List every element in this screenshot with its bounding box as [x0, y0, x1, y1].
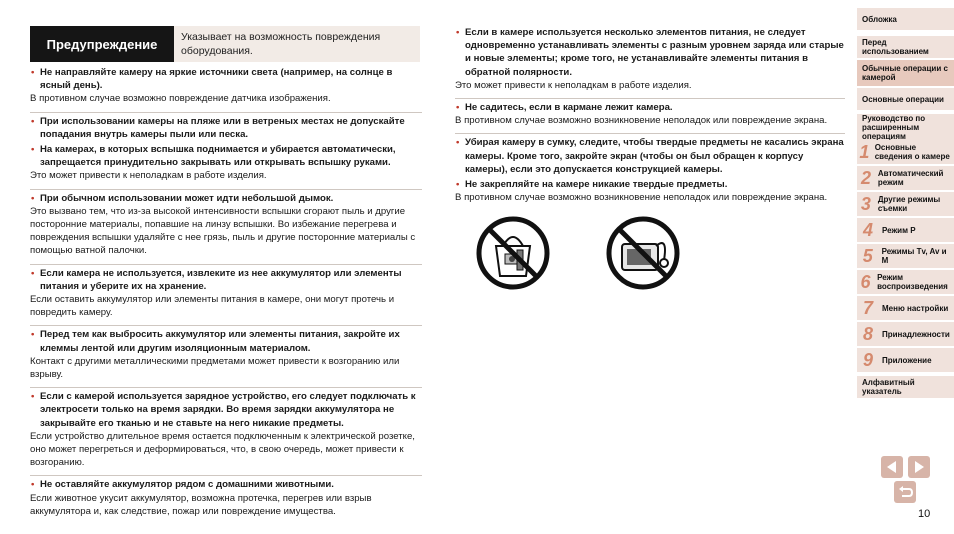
page-number: 10 — [918, 508, 931, 520]
caution-heading: • Если камера не используется, извлеките из нее аккумулятор или элементы питания и уберите их на хранение. — [30, 267, 422, 293]
caution-text: Если устройство длительное время остается подключенным к электрической розетке, оно может перегреться и деформироваться, что, в свою очередь, может привести к возгоранию. — [30, 430, 415, 469]
chapter-label: Основные сведения о камере — [874, 143, 950, 161]
chapter-number: 1 — [859, 141, 870, 162]
caution-text: В противном случае возможно повреждение датчика изображения. — [30, 93, 331, 105]
caution-heading: • Не садитесь, если в кармане лежит камера. — [455, 101, 845, 114]
caution-heading: • Если в камере используется несколько элементов питания, не следует одновременно устанавливать элементы с разным уровнем заряда или старые и новые элементы; кроме того, не устанавливайте элементы питания в обратной полярности. — [455, 26, 845, 79]
caution-heading: • Если с камерой используется зарядное устройство, его следует подключать к электросети только на время зарядки. Во время зарядки аккумулятора не закрывайте его тканью и не ставьте на него никакие предметы. — [30, 390, 422, 430]
caution-text: Если оставить аккумулятор или элементы питания в камере, они могут протечь и повредить камеру. — [30, 294, 395, 319]
caution-item — [30, 141, 422, 183]
caution-item — [455, 24, 845, 92]
return-arrow-icon — [894, 481, 916, 503]
caution-heading: • При использовании камеры на пляже или в ветреных местах не допускайте попадания внутрь камеры пыли или песка. — [30, 115, 422, 141]
chapter-label: Режим воспроизведения — [877, 273, 948, 291]
chapter-label: Режимы Tv, Av и M — [881, 247, 947, 265]
caution-item — [30, 325, 422, 381]
caution-item — [30, 189, 422, 258]
caution-text: Это может привести к неполадкам в работе изделия. — [455, 79, 692, 91]
chapter-number: 9 — [862, 349, 873, 370]
chapter-number: 3 — [860, 193, 871, 214]
caution-heading: • Не закрепляйте на камере никакие твердые предметы. — [455, 178, 845, 191]
chapter-label: Автоматический режим — [877, 169, 944, 187]
chapter-label: Режим P — [882, 225, 916, 235]
nav-common-operations[interactable]: Обычные операции с камерой — [857, 60, 954, 86]
caution-text: Это вызвано тем, что из-за высокой интенсивности вспышки сгорают пыль и другие посторонние материалы, попавшие на линзу вспышки. Во избежание перегрева и повреждения вспышки удаляйте с нее грязь, пыль и другие посторонние материалы с помощью ватной палочки. — [30, 205, 416, 257]
chapter-number: 5 — [862, 245, 873, 266]
right-column — [455, 24, 845, 210]
nav-chapter-9[interactable] — [857, 348, 954, 372]
caution-heading: • Перед тем как выбросить аккумулятор или элементы питания, закройте их клеммы лентой или другим изоляционным материалом. — [30, 328, 422, 354]
warning-header — [30, 26, 420, 62]
warning-label: Предупреждение — [30, 26, 174, 62]
caution-item — [30, 475, 422, 518]
chapter-label: Принадлежности — [882, 329, 950, 339]
nav-chapter-4[interactable] — [857, 218, 954, 242]
no-hard-objects-attached-icon — [606, 216, 680, 290]
left-column — [30, 64, 422, 524]
chapter-number: 4 — [862, 219, 873, 240]
chapter-number: 6 — [860, 271, 871, 292]
back-button[interactable] — [894, 481, 916, 503]
caution-text: Если животное укусит аккумулятор, возможна протечка, перегрев или взрыв аккумулятора и, как следствие, пожар или повреждение имущества. — [30, 492, 372, 517]
nav-chapter-6[interactable] — [857, 270, 954, 294]
chapter-label: Меню настройки — [882, 303, 949, 313]
chapter-number: 7 — [862, 297, 873, 318]
caution-text: Это может привести к неполадкам в работе изделия. — [30, 170, 267, 182]
nav-chapter-7[interactable] — [857, 296, 954, 320]
caution-item — [30, 64, 422, 106]
caution-heading: • Убирая камеру в сумку, следите, чтобы твердые предметы не касались экрана камеры. Кроме того, закройте экран (чтобы он был обращен к корпусу камеры), если это допускается конструкцией камеры. — [455, 136, 845, 176]
chapter-label: Другие режимы съемки — [877, 195, 941, 213]
chapter-number: 2 — [860, 167, 871, 188]
chapter-number: 8 — [862, 323, 873, 344]
chapter-label: Приложение — [882, 355, 932, 365]
caution-heading: • На камерах, в которых вспышка поднимается и убирается автоматически, запрещается принудительно закрывать или открывать вспышку руками. — [30, 143, 422, 169]
caution-item — [455, 98, 845, 127]
no-hard-objects-in-bag-icon — [476, 216, 550, 290]
triangle-right-icon — [908, 456, 930, 478]
caution-item — [30, 264, 422, 320]
caution-text: В противном случае возможно возникновение неполадок или повреждение экрана. — [455, 115, 828, 127]
next-page-button[interactable] — [908, 456, 930, 478]
caution-item — [455, 133, 845, 176]
nav-chapter-8[interactable] — [857, 322, 954, 346]
triangle-left-icon — [881, 456, 903, 478]
nav-basic-operations[interactable]: Основные операции — [857, 88, 954, 110]
prev-page-button[interactable] — [881, 456, 903, 478]
nav-chapter-2[interactable] — [857, 166, 954, 190]
caution-heading: • Не оставляйте аккумулятор рядом с домашними животными. — [30, 478, 422, 491]
caution-heading: • Не направляйте камеру на яркие источники света (например, на солнце в ясный день). — [30, 66, 422, 92]
nav-chapter-3[interactable] — [857, 192, 954, 216]
nav-chapter-1[interactable] — [857, 140, 954, 164]
nav-advanced-guide[interactable]: Руководство по расширенным операциям — [857, 114, 954, 140]
nav-cover[interactable]: Обложка — [857, 8, 954, 30]
nav-before-use[interactable]: Перед использованием — [857, 36, 954, 58]
nav-index[interactable]: Алфавитный указатель — [857, 376, 954, 398]
caution-item — [30, 112, 422, 141]
caution-item — [455, 176, 845, 204]
prohibition-illustrations — [476, 216, 716, 290]
nav-chapter-5[interactable] — [857, 244, 954, 268]
warning-description: Указывает на возможность повреждения оборудования. — [181, 31, 381, 57]
caution-text: В противном случае возможно возникновение неполадок или повреждение экрана. — [455, 192, 828, 204]
caution-text: Контакт с другими металлическими предметами может привести к возгоранию или взрыву. — [30, 355, 400, 381]
caution-heading: • При обычном использовании может идти небольшой дымок. — [30, 192, 422, 205]
caution-item — [30, 387, 422, 469]
